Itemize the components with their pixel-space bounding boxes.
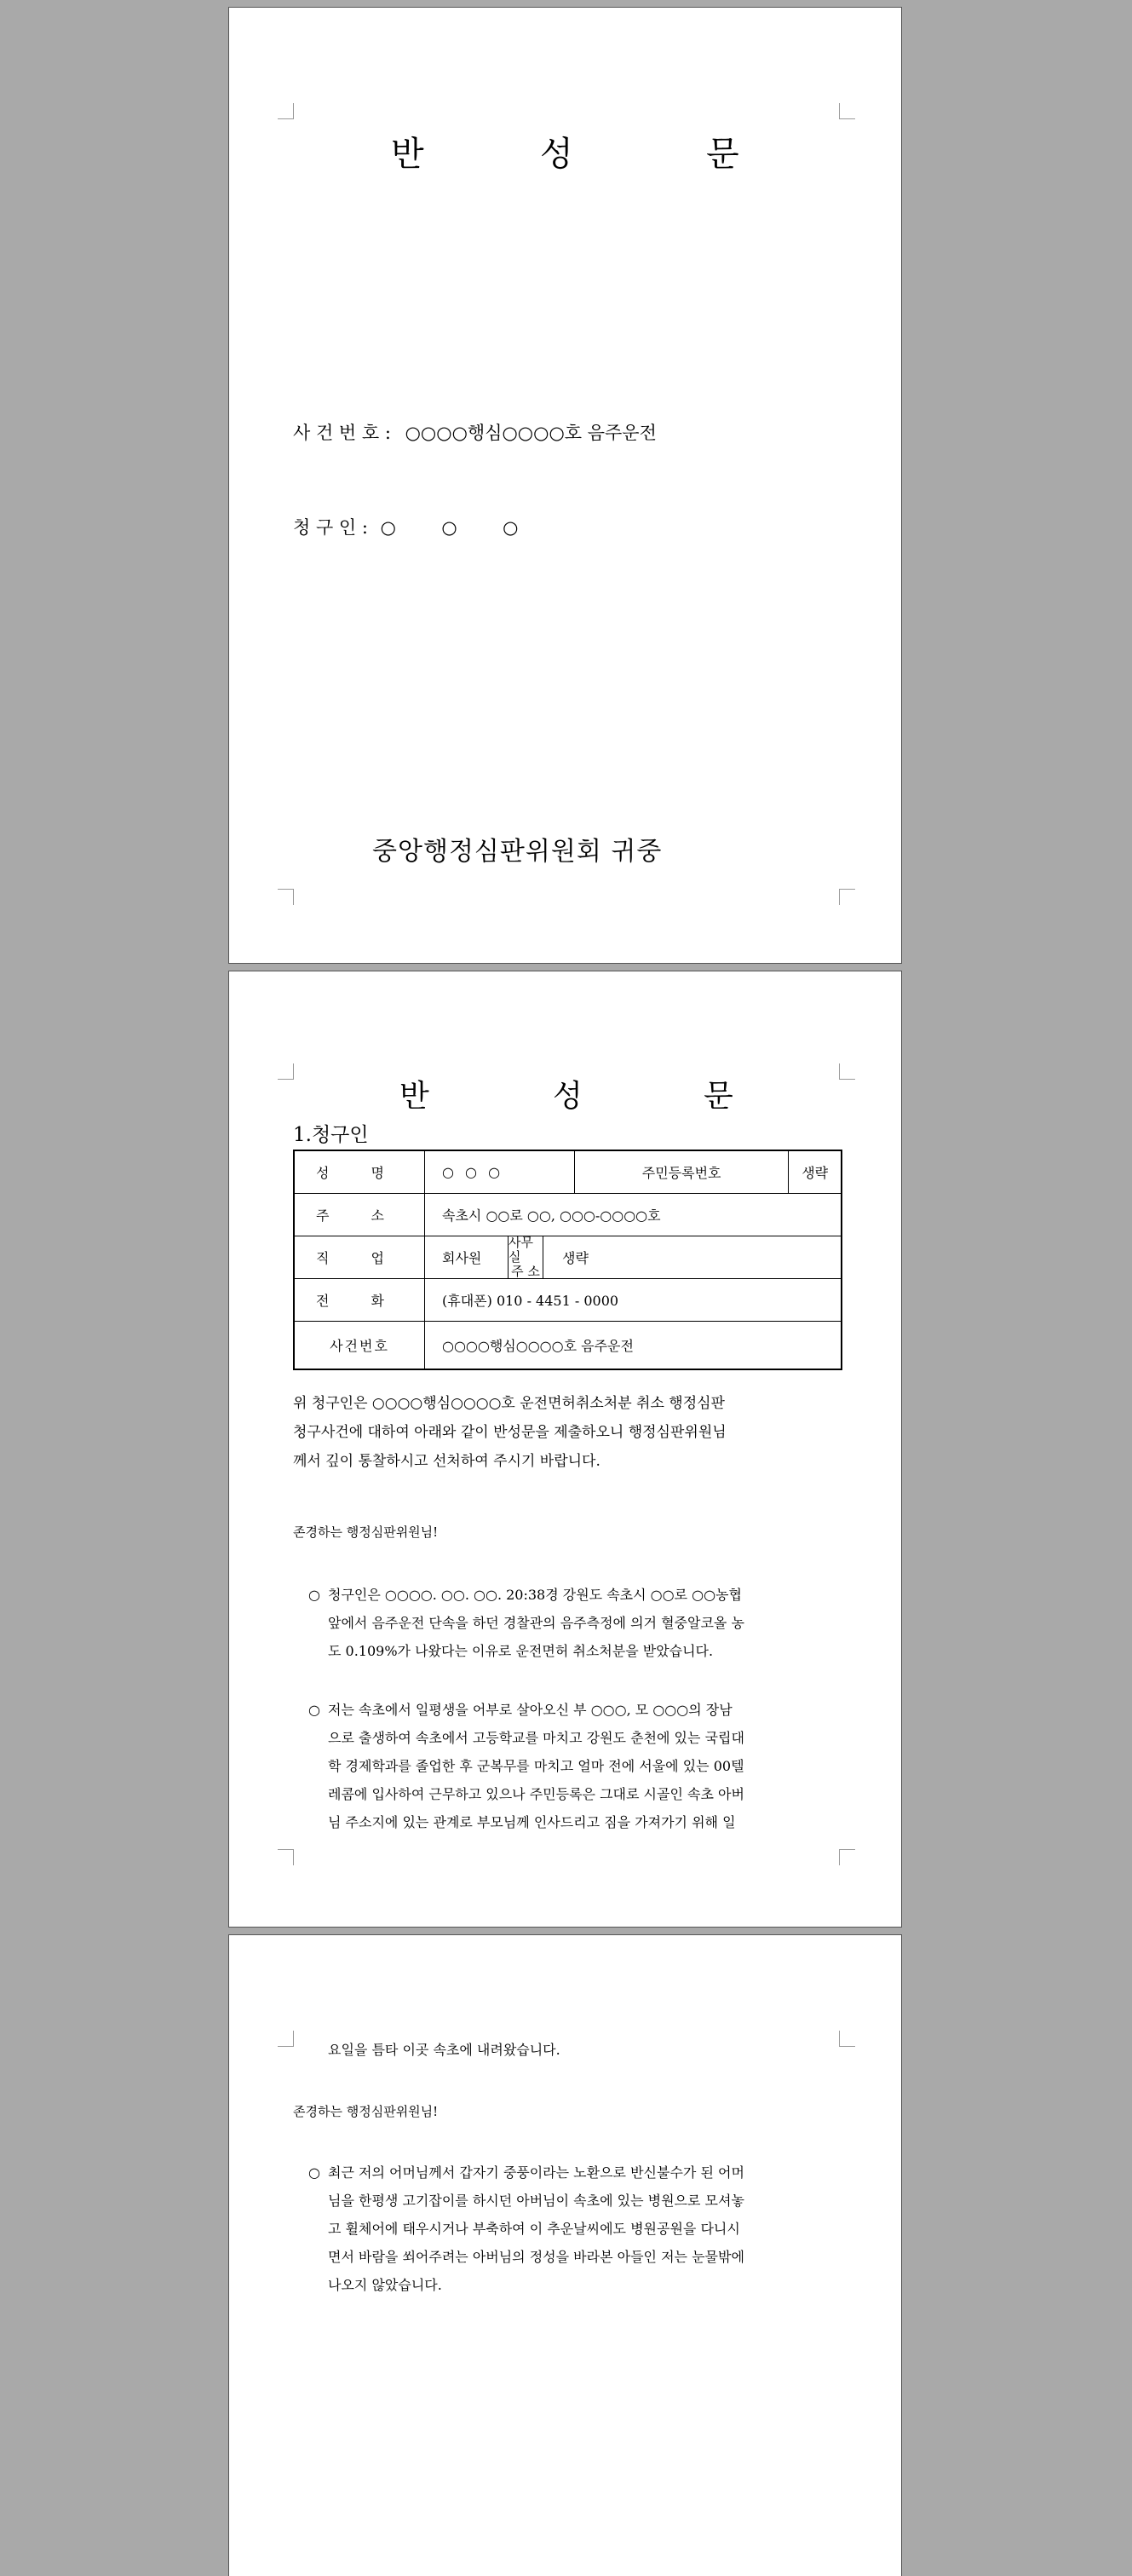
bullet-circle-icon: ○ — [308, 1587, 320, 1603]
paragraph-line: 으로 출생하여 속초에서 고등학교를 마치고 강원도 춘천에 있는 국립대 — [328, 1730, 744, 1746]
crop-mark — [839, 1849, 855, 1865]
case-number-label: 사 건 번 호 : — [293, 423, 391, 443]
crop-mark — [278, 889, 294, 905]
table-row — [294, 1236, 842, 1279]
paragraph-line: 위 청구인은 ○○○○행심○○○○호 운전면허취소처분 취소 행정심판 — [293, 1395, 725, 1412]
title-char: 성 — [553, 1079, 583, 1114]
paragraph-line: 앞에서 음주운전 단속을 하던 경찰관의 음주측정에 의거 혈중알코올 농 — [328, 1615, 744, 1631]
title-char: 반 — [391, 135, 424, 174]
continuation-line: 요일을 틈타 이곳 속초에 내려왔습니다. — [328, 2042, 560, 2058]
job-cell — [425, 1236, 842, 1279]
paragraph-line: 고 휠체어에 태우시거나 부축하여 이 추운날씨에도 병원공원을 다니시 — [328, 2221, 740, 2237]
paragraph-line: 저는 속초에서 일평생을 어부로 살아오신 부 ○○○, 모 ○○○의 장남 — [328, 1702, 733, 1718]
office-address-value: 생략 — [562, 1250, 589, 1266]
crop-mark — [839, 103, 855, 119]
address-label: 주 소 — [294, 1194, 425, 1236]
table-row — [294, 1322, 842, 1370]
case-number-row — [293, 419, 657, 445]
document-page-3 — [228, 1934, 902, 2576]
bullet-text — [328, 1696, 744, 1836]
paragraph-line: 청구사건에 대하여 아래와 같이 반성문을 제출하오니 행정심판위원님 — [293, 1424, 727, 1441]
page-title — [229, 127, 901, 174]
crop-mark — [278, 103, 294, 119]
bullet-circle-icon: ○ — [308, 2164, 320, 2181]
title-char: 성 — [540, 135, 573, 174]
document-page-2 — [228, 971, 902, 1928]
claimant-label: 청 구 인 : — [293, 517, 368, 538]
office-address-label — [508, 1236, 543, 1278]
claimant-row — [293, 514, 518, 539]
paragraph-line: 레콤에 입사하여 근무하고 있으나 주민등록은 그대로 시골인 속초 아버 — [328, 1786, 744, 1802]
phone-label: 전 화 — [294, 1279, 425, 1322]
crop-mark — [278, 1849, 294, 1865]
case-value: ○○○○행심○○○○호 음주운전 — [425, 1322, 842, 1370]
bullet-paragraph-1 — [308, 1581, 853, 1666]
bullet-paragraph-2 — [308, 1696, 853, 1841]
title-char: 문 — [706, 135, 739, 174]
document-page-1 — [228, 7, 902, 964]
office-label-line: 주 소 — [511, 1264, 540, 1279]
bullet-circle-icon: ○ — [308, 1702, 320, 1718]
intro-paragraph — [293, 1389, 727, 1476]
section-heading: 1.청구인 — [293, 1124, 369, 1146]
table-row — [294, 1279, 842, 1322]
recipient-line: 중앙행정심판위원회 귀중 — [372, 837, 663, 867]
paragraph-line: 나오지 않았습니다. — [328, 2277, 442, 2293]
name-value: ○ ○ ○ — [425, 1150, 575, 1194]
title-char: 반 — [399, 1079, 429, 1114]
office-label-line: 사무실 — [509, 1235, 533, 1265]
name-label: 성 명 — [294, 1150, 425, 1194]
title-char: 문 — [704, 1079, 733, 1114]
paragraph-line: 최근 저의 어머님께서 갑자기 중풍이라는 노환으로 반신불수가 된 어머 — [328, 2164, 744, 2181]
paragraph-line: 께서 깊이 통찰하시고 선처하여 주시기 바랍니다. — [293, 1453, 600, 1470]
salutation: 존경하는 행정심판위원님! — [293, 2104, 439, 2119]
crop-mark — [839, 2031, 855, 2047]
crop-mark — [839, 889, 855, 905]
claimant-info-table — [293, 1150, 842, 1370]
crop-mark — [278, 2031, 294, 2047]
table-row — [294, 1194, 842, 1236]
job-label: 직 업 — [294, 1236, 425, 1279]
page-title — [229, 1072, 901, 1115]
paragraph-line: 학 경제학과를 졸업한 후 군복무를 마치고 얼마 전에 서울에 있는 00텔 — [328, 1758, 744, 1774]
paragraph-line: 님 주소지에 있는 관계로 부모님께 인사드리고 짐을 가져가기 위해 일 — [328, 1814, 736, 1830]
phone-value: (휴대폰) 010 - 4451 - 0000 — [425, 1279, 842, 1322]
claimant-value: ○ ○ ○ — [380, 517, 519, 538]
rrn-value: 생략 — [789, 1150, 842, 1194]
paragraph-line: 청구인은 ○○○○. ○○. ○○. 20:38경 강원도 속초시 ○○로 ○○농협 — [328, 1587, 742, 1603]
salutation: 존경하는 행정심판위원님! — [293, 1524, 439, 1540]
address-value: 속초시 ○○로 ○○, ○○○-○○○○호 — [425, 1194, 842, 1236]
bullet-text — [328, 1581, 744, 1665]
paragraph-line: 면서 바람을 쐬어주려는 아버님의 정성을 바라본 아들인 저는 눈물밖에 — [328, 2249, 744, 2265]
bullet-text — [328, 2158, 744, 2299]
bullet-paragraph-3 — [308, 2158, 853, 2303]
case-label: 사건번호 — [294, 1322, 425, 1370]
table-row — [294, 1150, 842, 1194]
job-value: 회사원 — [442, 1250, 482, 1266]
paragraph-line: 님을 한평생 고기잡이를 하시던 아버님이 속초에 있는 병원으로 모셔놓 — [328, 2193, 744, 2209]
case-number-value: ○○○○행심○○○○호 음주운전 — [405, 423, 657, 443]
paragraph-line: 도 0.109%가 나왔다는 이유로 운전면허 취소처분을 받았습니다. — [328, 1643, 714, 1659]
rrn-label: 주민등록번호 — [575, 1150, 789, 1194]
